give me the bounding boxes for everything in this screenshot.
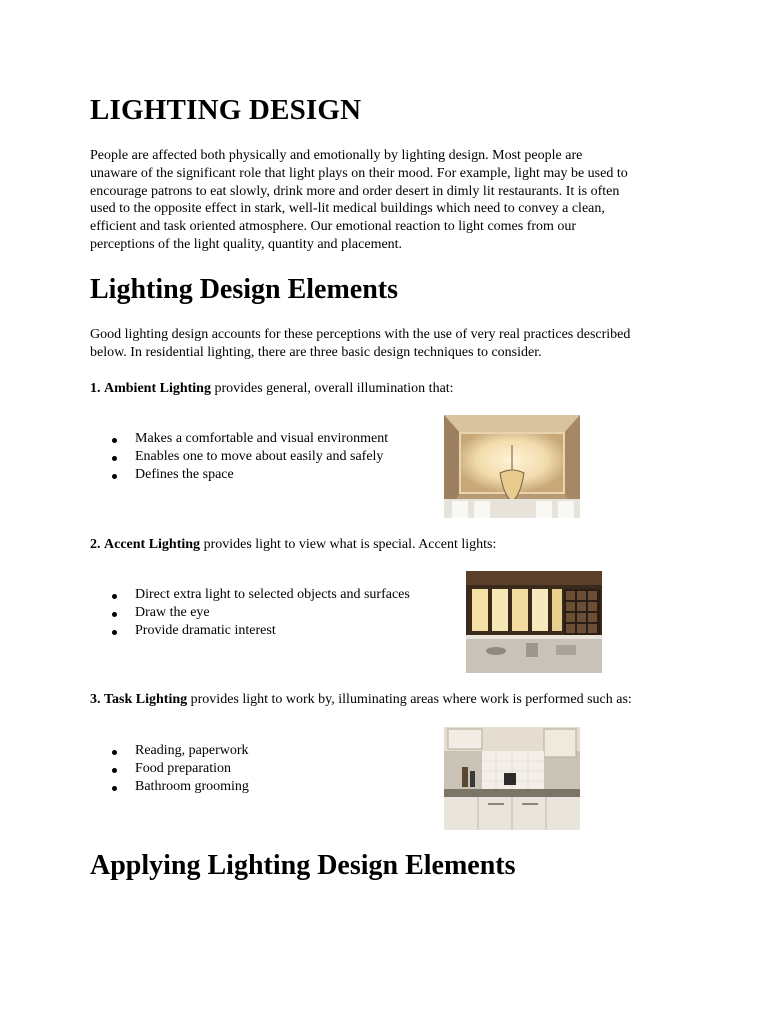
- list-item-text: Bathroom grooming: [135, 779, 249, 794]
- bullet-dot: [112, 438, 117, 443]
- task-lighting-lead: [90, 691, 632, 709]
- bullet-dot: [112, 768, 117, 773]
- elements-intro-line: Good lighting design accounts for these perceptions with the use of very real practices described: [90, 327, 631, 342]
- accent-bullet-list: [90, 586, 410, 640]
- ambient-description: provides general, overall illumination that:: [210, 381, 454, 396]
- bullet-dot: [112, 594, 117, 599]
- bullet-dot: [112, 456, 117, 461]
- bullet-dot: [112, 474, 117, 479]
- applying-heading: Applying Lighting Design Elements: [90, 850, 516, 881]
- accent-description: provides light to view what is special. Accent lights:: [200, 537, 497, 552]
- elements-intro-line: below. In residential lighting, there are three basic design techniques to consider.: [90, 344, 542, 360]
- list-item: [90, 778, 249, 796]
- list-item-text: Defines the space: [135, 467, 234, 482]
- task-name: Task Lighting: [104, 692, 188, 707]
- task-number: 3.: [90, 692, 101, 707]
- ambient-name: Ambient Lighting: [104, 381, 211, 396]
- intro-line: efficient and task oriented atmosphere. Our emotional reaction to light comes from our: [90, 219, 577, 235]
- task-bullet-list: [90, 742, 249, 796]
- list-item-text: Direct extra light to selected objects and surfaces: [135, 587, 410, 602]
- intro-line: encourage patrons to eat slowly, drink more and order desert in dimly lit restaurants. It is often: [90, 183, 620, 199]
- list-item-text: Enables one to move about easily and safely: [135, 449, 384, 464]
- list-item: [90, 760, 249, 778]
- bullet-dot: [112, 786, 117, 791]
- list-item: [90, 448, 388, 466]
- task-lighting-photo: [444, 727, 580, 830]
- intro-paragraph: [90, 147, 690, 254]
- intro-line: perceptions of the light quality, quantity and placement.: [90, 236, 403, 252]
- task-description: provides light to work by, illuminating areas where work is performed such as:: [187, 692, 632, 707]
- ambient-lighting-lead: [90, 380, 454, 398]
- bullet-dot: [112, 612, 117, 617]
- page-title: LIGHTING DESIGN: [90, 94, 362, 126]
- list-item: [90, 742, 249, 760]
- ambient-bullet-list: [90, 430, 388, 484]
- intro-line: People are affected both physically and emotionally by lighting design. Most people are: [90, 148, 583, 163]
- accent-lighting-photo: [466, 571, 602, 673]
- ambient-number: 1.: [90, 381, 101, 396]
- accent-number: 2.: [90, 537, 101, 552]
- accent-lighting-lead: [90, 536, 496, 554]
- list-item: [90, 430, 388, 448]
- list-item: [90, 466, 388, 484]
- elements-intro-paragraph: [90, 326, 690, 362]
- elements-heading: Lighting Design Elements: [90, 274, 399, 305]
- ambient-lighting-photo: [444, 415, 580, 518]
- bullet-dot: [112, 630, 117, 635]
- intro-line: used to the opposite effect in stark, well-lit medical buildings which need to convey a clean,: [90, 201, 605, 217]
- list-item-text: Makes a comfortable and visual environment: [135, 431, 389, 446]
- intro-line: unaware of the significant role that light plays on their mood. For example, light may be used to: [90, 165, 628, 181]
- accent-name: Accent Lighting: [104, 537, 201, 552]
- list-item: [90, 604, 410, 622]
- list-item: [90, 622, 410, 640]
- list-item: [90, 586, 410, 604]
- list-item-text: Food preparation: [135, 761, 232, 776]
- list-item-text: Provide dramatic interest: [135, 623, 276, 638]
- bullet-dot: [112, 750, 117, 755]
- list-item-text: Draw the eye: [135, 605, 210, 620]
- list-item-text: Reading, paperwork: [135, 743, 249, 758]
